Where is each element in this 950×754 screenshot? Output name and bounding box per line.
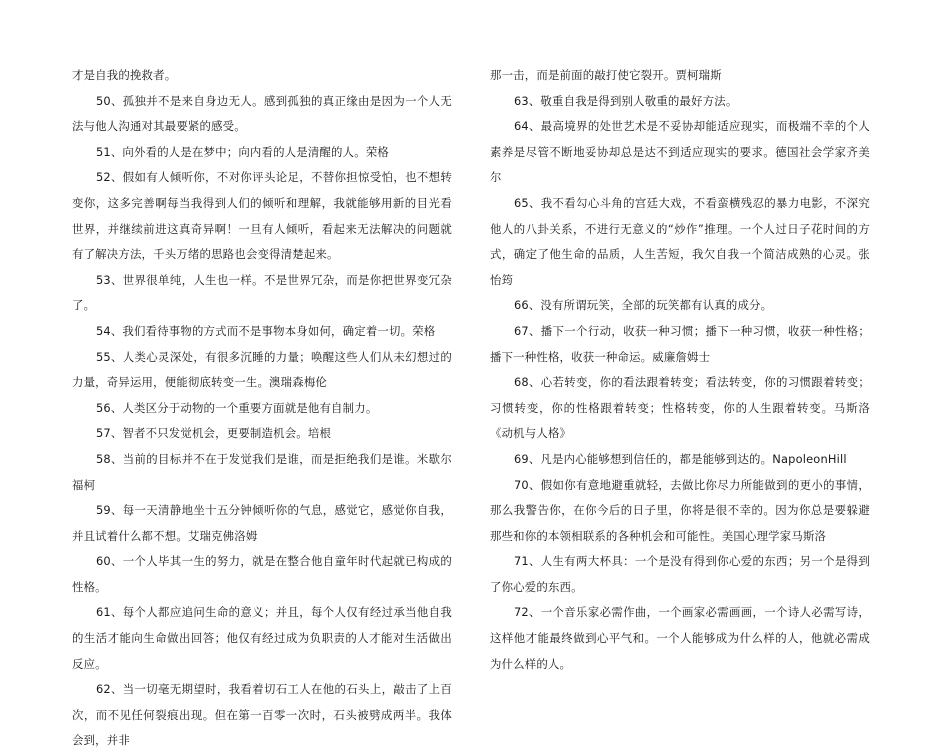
paragraph: 59、每一天清静地坐十五分钟倾听你的气息，感觉它，感觉你自我，并且试着什么都不想。艾瑞克佛洛姆 [72,503,452,543]
paragraph: 那一击，而是前面的敲打使它裂开。贾柯瑞斯 [490,68,722,82]
paragraph: 63、敬重自我是得到别人敬重的最好方法。 [513,93,738,108]
paragraph: 68、心若转变，你的看法跟着转变；看法转变，你的习惯跟着转变；习惯转变，你的性格跟着转变；性格转变，你的人生跟着转变。马斯洛《动机与人格》 [490,375,870,441]
paragraph: 54、我们看待事物的方式而不是事物本身如何，确定着一切。荣格 [95,323,436,338]
paragraph: 才是自我的挽救者。 [72,68,177,82]
paragraph: 55、人类心灵深处，有很多沉睡的力量；唤醒这些人们从未幻想过的力量，奇异运用，便能彻底转变一生。澳瑞森梅伦 [72,349,452,390]
paragraph: 64、最高境界的处世艺术是不妥协却能适应现实，而极端不幸的个人素养是尽管不断地妥协却总是达不到适应现实的要求。德国社会学家齐美尔 [490,119,870,185]
paragraph: 61、每个人都应追问生命的意义；并且，每个人仅有经过承当他自我的生活才能向生命做出回答；他仅有经过成为负职责的人才能对生活做出反应。 [72,605,452,671]
paragraph: 50、孤独并不是来自身边无人。感到孤独的真正缘由是因为一个人无法与他人沟通对其最要紧的感受。 [72,93,452,134]
paragraph: 57、智者不只发觉机会，更要制造机会。培根 [95,426,332,441]
paragraph: 65、我不看勾心斗角的宫廷大戏，不看蛮横残忍的暴力电影，不深究他人的八卦关系，不进行无意义的“炒作”推理。一个人过日子花时间的方式，确定了他生命的品质，人生苦短，我欠自我一个简洁成熟的心灵。张怡筠 [490,195,870,287]
paragraph: 53、世界很单纯，人生也一样。不是世界冗杂，而是你把世界变冗杂了。 [72,272,452,313]
left-text-column [72,63,452,754]
paragraph: 72、一个音乐家必需作曲，一个画家必需画画，一个诗人必需写诗，这样他才能最终做到心平气和。一个人能够成为什么样的人，他就必需成为什么样的人。 [490,605,870,671]
paragraph: 67、播下一个行动，收获一种习惯；播下一种习惯，收获一种性格；播下一种性格，收获一种命运。威廉詹姆士 [490,323,870,364]
paragraph: 71、人生有两大杯具：一个是没有得到你心爱的东西；另一个是得到了你心爱的东西。 [490,554,870,594]
paragraph: 70、假如你有意地避重就轻，去做比你尽力所能做到的更小的事情，那么我警告你，在你今后的日子里，你将是很不幸的。因为你总是要躲避那些和你的本领相联系的各种机会和可能性。美国心理学家马斯洛 [490,477,870,543]
paragraph: 58、当前的目标并不在于发觉我们是谁，而是拒绝我们是谁。米歇尔福柯 [72,451,452,492]
paragraph: 56、人类区分于动物的一个重要方面就是他有自制力。 [95,400,378,415]
paragraph: 69、凡是内心能够想到信任的，都是能够到达的。NapoleonHill [513,451,847,466]
paragraph: 66、没有所谓玩笑，全部的玩笑都有认真的成分。 [513,298,773,313]
paragraph: 60、一个人毕其一生的努力，就是在整合他自童年时代起就已构成的性格。 [72,554,452,594]
paragraph: 62、当一切毫无期望时，我看着切石工人在他的石头上，敲击了上百次，而不见任何裂痕出现。但在第一百零一次时，石头被劈成两半。我体会到，并非 [72,682,452,748]
paragraph: 52、假如有人倾听你，不对你评头论足，不替你担惊受怕，也不想转变你，这多完善啊每当我得到人们的倾听和理解，我就能够用新的目光看世界，并继续前进这真奇异啊！一旦有人倾听，看起来无法解决的问题就有了解决方法，千头万绪的思路也会变得清楚起来。 [72,170,452,262]
paragraph: 51、向外看的人是在梦中；向内看的人是清醒的人。荣格 [95,144,390,159]
right-text-column [490,63,870,677]
